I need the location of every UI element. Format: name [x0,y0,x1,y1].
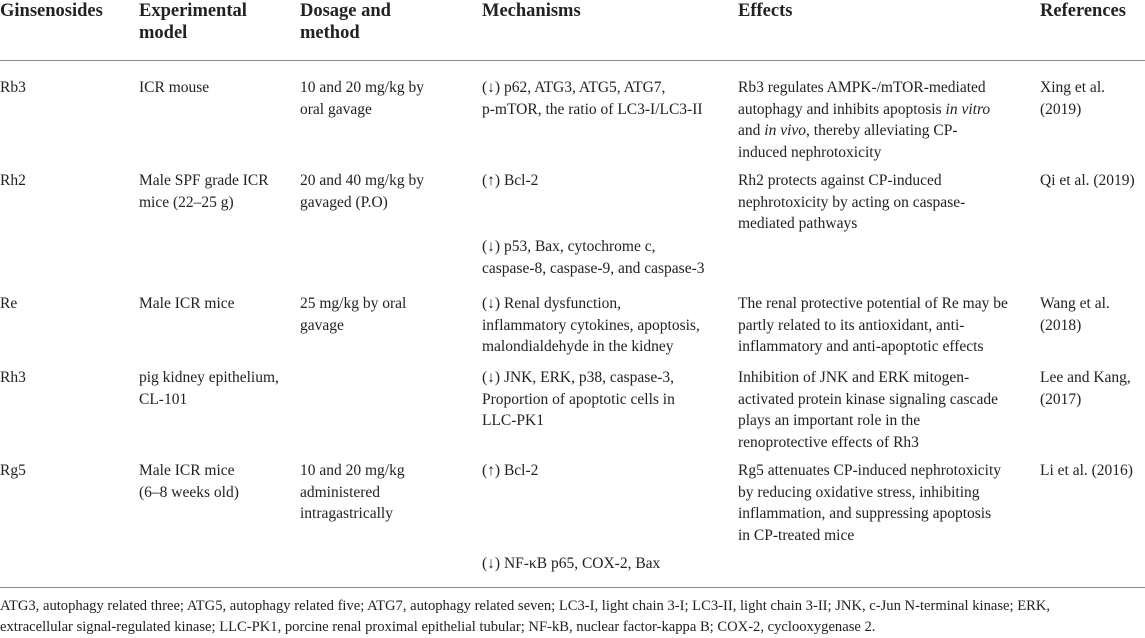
cell-text: 20 and 40 mg/kg by [300,172,424,189]
row-re-effects [738,293,1030,358]
row-rb3-effects [738,77,1030,163]
row-rh3-mechanisms [482,367,730,432]
row-rg5-mechanisms-extra [482,553,730,575]
header-line: References [1040,1,1126,21]
cell-text: Rh2 [0,172,26,189]
row-rh2-mechanisms-extra [482,236,730,279]
cell-text: Rg5 attenuates CP-induced nephrotoxicity [738,462,1002,479]
cell-text: (↑) Bcl-2 [482,172,539,189]
header-ginsenosides [0,0,130,22]
row-rg5-model [139,460,289,503]
row-rg5-dosage [300,460,460,525]
row-rh2-ginsenoside [0,170,130,192]
cell-text: (2017) [1040,390,1082,408]
table-bottom-divider [0,587,1145,588]
row-rg5-ginsenoside [0,460,130,482]
cell-text: renoprotective effects of Rh3 [738,433,919,451]
row-rh3-ginsenoside [0,367,130,389]
cell-text: Rb3 [0,79,26,96]
cell-text: nephrotoxicity by acting on caspase- [738,193,966,211]
row-rh2-references [1040,170,1145,192]
cell-text: and in vivo, thereby alleviating CP- [738,122,958,139]
cell-text: oral gavage [300,100,372,118]
cell-text: (↓) NF-κB p65, COX-2, Bax [482,555,661,572]
cell-text: caspase-8, caspase-9, and caspase-3 [482,259,705,277]
cell-text: mice (22–25 g) [139,193,234,211]
cell-text: inflammatory cytokines, apoptosis, [482,316,700,334]
cell-text: (↓) p62, ATG3, ATG5, ATG7, [482,79,666,96]
row-re-ginsenoside [0,293,130,315]
table-footnote [0,596,1140,638]
header-experimental-model [139,0,289,44]
header-effects [738,0,1030,22]
row-rg5-mechanisms [482,460,730,482]
row-rb3-ginsenoside [0,77,130,99]
header-mechanisms [482,0,730,22]
row-rb3-dosage [300,77,460,120]
cell-text: Rh3 [0,369,26,386]
cell-text: (↑) Bcl-2 [482,462,539,479]
cell-text: (↓) p53, Bax, cytochrome c, [482,238,656,255]
cell-text: by reducing oxidative stress, inhibiting [738,483,980,501]
header-divider [0,60,1145,61]
row-rh2-dosage [300,170,460,213]
row-rb3-references [1040,77,1145,120]
row-rh2-mechanisms [482,170,730,192]
cell-text: 10 and 20 mg/kg [300,462,405,479]
cell-text: (6–8 weeks old) [139,483,239,501]
row-re-references [1040,293,1145,336]
cell-text: Inhibition of JNK and ERK mitogen- [738,369,970,386]
cell-text: Male SPF grade ICR [139,172,269,189]
cell-text: (2018) [1040,316,1082,334]
header-line: method [300,23,360,43]
cell-text: The renal protective potential of Re may be [738,295,1008,312]
cell-text: gavaged (P.O) [300,193,388,211]
header-line: Effects [738,1,793,21]
cell-text: Male ICR mice [139,462,235,479]
cell-text: inflammatory and anti-apoptotic effects [738,338,984,355]
cell-text: partly related to its antioxidant, anti- [738,316,965,334]
cell-text: administered [300,483,381,501]
cell-text: mediated pathways [738,215,858,232]
header-dosage-method [300,0,460,44]
cell-text: Qi et al. (2019) [1040,172,1135,189]
row-rh3-model [139,367,289,410]
cell-text: Lee and Kang, [1040,369,1131,386]
cell-text: (2019) [1040,100,1082,118]
cell-text: pig kidney epithelium, [139,369,279,386]
row-rh2-model [139,170,289,213]
cell-text: Male ICR mice [139,295,235,312]
cell-text: Rb3 regulates AMPK-/mTOR-mediated [738,79,986,96]
row-rh3-effects [738,367,1030,453]
cell-text: Wang et al. [1040,295,1110,312]
cell-text: 10 and 20 mg/kg by [300,79,424,96]
cell-text: inflammation, and suppressing apoptosis [738,505,992,522]
cell-text: plays an important role in the [738,412,921,429]
row-rg5-references [1040,460,1145,482]
cell-text: Li et al. (2016) [1040,462,1133,479]
cell-text: Rg5 [0,462,26,479]
cell-text: intragastrically [300,505,393,522]
header-line: model [139,23,188,43]
footnote-line: ATG3, autophagy related three; ATG5, autophagy related five; ATG7, autophagy related seven; LC3-I, light chain 3-I; LC3-II, light chain 3-II; JNK, c-Jun N-terminal kinase; ERK, [0,598,1051,614]
cell-text: Proportion of apoptotic cells in [482,390,675,408]
cell-text: Rh2 protects against CP-induced [738,172,942,189]
cell-text: Xing et al. [1040,79,1105,96]
header-line: Dosage and [300,1,391,21]
row-re-mechanisms [482,293,730,358]
cell-text: activated protein kinase signaling cascade [738,390,998,408]
row-rb3-model [139,77,289,99]
cell-text: (↓) JNK, ERK, p38, caspase-3, [482,369,674,386]
row-rg5-effects [738,460,1030,546]
cell-text: ICR mouse [139,79,210,96]
header-references [1040,0,1145,22]
cell-text: induced nephrotoxicity [738,143,882,161]
header-line: Experimental [139,1,247,21]
cell-text: in CP-treated mice [738,526,855,544]
cell-text: LLC-PK1 [482,412,544,429]
cell-text: malondialdehyde in the kidney [482,338,674,355]
cell-text: autophagy and inhibits apoptosis in vitro [738,100,991,118]
row-rh2-effects [738,170,1030,235]
cell-text: (↓) Renal dysfunction, [482,295,622,312]
cell-text: CL-101 [139,390,188,408]
row-re-model [139,293,289,315]
header-line: Ginsenosides [0,1,103,21]
cell-text: gavage [300,316,344,334]
row-re-dosage [300,293,460,336]
row-rb3-mechanisms [482,77,730,120]
cell-text: p-mTOR, the ratio of LC3-I/LC3-II [482,100,703,118]
cell-text: Re [0,295,18,312]
footnote-line: extracellular signal-regulated kinase; LLC-PK1, porcine renal proximal epithelial tubular; NF-kB, nuclear factor-kappa B; COX-2, cyclooxygenase 2. [0,619,876,635]
header-line: Mechanisms [482,1,581,21]
row-rh3-references [1040,367,1145,410]
cell-text: 25 mg/kg by oral [300,295,407,312]
